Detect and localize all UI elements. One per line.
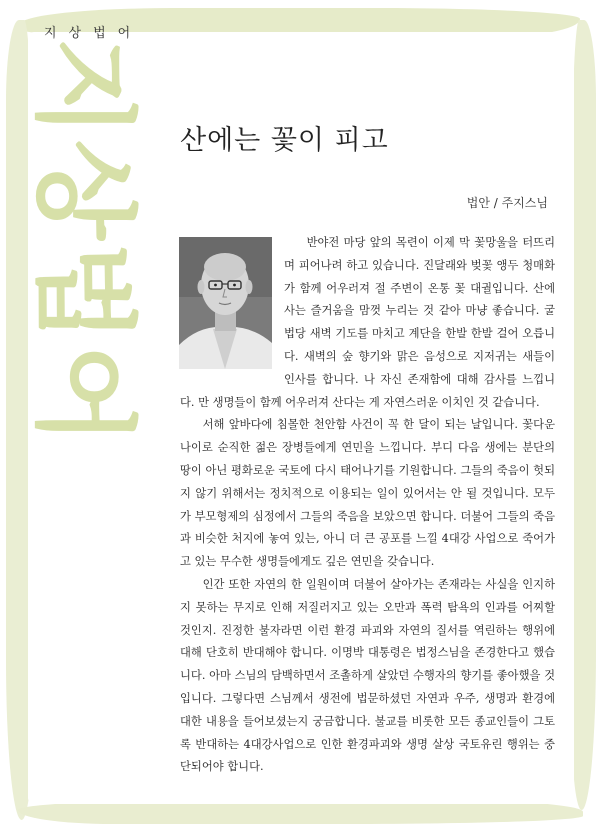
photo-spacer — [180, 232, 284, 369]
article-paragraph-2: 서해 앞바다에 침몰한 천안함 사건이 꼭 한 달이 되는 날입니다. 꽃다운 나이로 순직한 젊은 장병들에게 연민을 느낍니다. 부디 다음 생에는 분단의 땅이 아닌 평화로운 국토에 다시 태어나기를 기원합니다. 그들의 죽음이 헛되지 않기 위해서는 정치적으로 이용되는 일이 있어서는 안 될 것입니다. 모두가 부모형제의 심정에서 그들의 죽음을 보았으면 합니다. 더불어 그들의 죽음과 비슷한 처지에 놓여 있는, 아니 더 큰 공포를 느낄 4대강 사업으로 죽어가고 있는 무수한 생명들에게도 깊은 연민을 갖습니다. — [180, 418, 555, 569]
vertical-section-title-text: 지상법어 — [23, 37, 146, 447]
brush-border-right — [572, 20, 596, 810]
byline: 법안 / 주지스님 — [466, 196, 548, 210]
vertical-section-title — [18, 37, 168, 447]
article-title: 산에는 꽃이 피고 — [180, 125, 389, 156]
article-paragraph-3: 인간 또한 자연의 한 일원이며 더불어 살아가는 존재라는 사실을 인지하지 못하는 무지로 인해 저질러지고 있는 오만과 폭력 탐욕의 인과를 어찌할 것인지. 진정한 불자라면 이런 환경 파괴와 자연의 질서를 역린하는 행위에 대해 단호히 반대해야 합니다. 이명박 대통령은 법정스님을 존경한다고 했습니다. 아마 스님의 담백하면서 조촐하게 살았던 수행자의 향기를 좋아했을 것입니다. 그렇다면 스님께서 생전에 법문하셨던 자연과 우주, 생명과 환경에 대한 내용을 들어보셨는지 궁금합니다. 불교를 비롯한 모든 종교인들이 그토록 반대하는 4대강사업으로 인한 환경파괴와 생명 살상 국토유린 행위는 중단되어야 합니다. — [180, 577, 555, 774]
article-body — [180, 232, 555, 779]
series-label: 지상법어 — [44, 26, 143, 41]
article-paragraph-1: 반야전 마당 앞의 목련이 이제 막 꽃망울을 터뜨리며 피어나려 하고 있습니다. 진달래와 벚꽃 앵두 청매화가 함께 어우러져 절 주변이 온통 꽃 대궐입니다. 산에 사는 즐거움을 맘껏 누리는 것 같아 마냥 좋습니다. 굴법당 새벽 기도를 마치고 계단을 한발 한발 걸어 오릅니다. 새벽의 숲 향기와 맑은 음성으로 지저귀는 새들이 인사를 합니다. 나 자신 존재함에 대해 감사를 느낍니다. 만 생명들이 함께 어우러져 산다는 게 자연스러운 이치인 것 같습니다. — [180, 236, 555, 409]
